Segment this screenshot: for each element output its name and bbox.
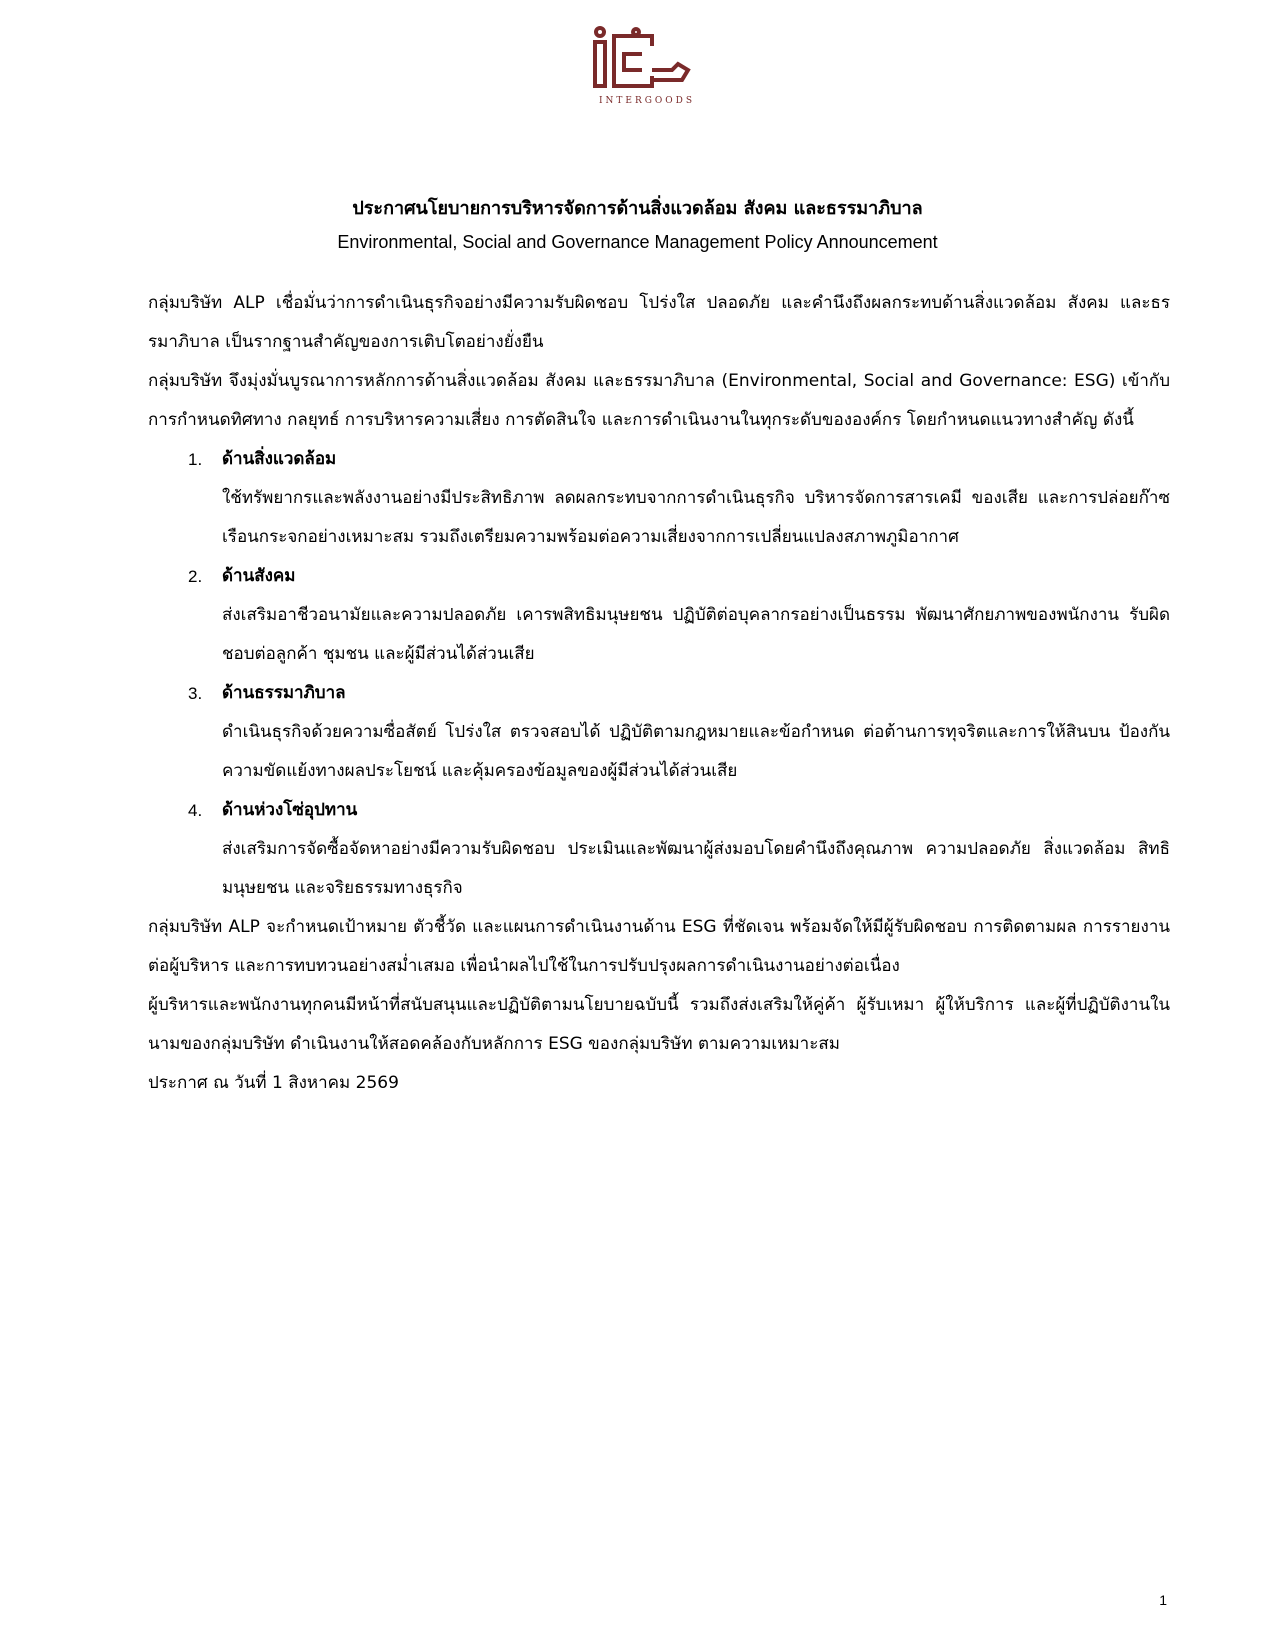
section-text: ส่งเสริมการจัดซื้อจัดหาอย่างมีความรับผิดชอบ ประเมินและพัฒนาผู้ส่งมอบโดยคำนึงถึงคุณภาพ ความปลอดภัย สิ่งแวดล้อม สิทธิมนุษยชน และจริยธรรมทางธุรกิจ: [222, 839, 1170, 898]
document-body: [148, 284, 1170, 1103]
title-thai: ประกาศนโยบายการบริหารจัดการด้านสิ่งแวดล้อม สังคม และธรรมาภิบาล: [352, 198, 923, 219]
logo-mark-icon: [592, 24, 702, 94]
section-number: 3.: [188, 684, 203, 703]
section-heading: ด้านสิ่งแวดล้อม: [222, 449, 337, 469]
section-heading: ด้านสังคม: [222, 566, 296, 586]
section-number: 2.: [188, 567, 203, 586]
logo-text: INTERGOODS: [598, 96, 696, 106]
company-logo: [592, 24, 702, 108]
closing-paragraph-1: กลุ่มบริษัท ALP จะกำหนดเป้าหมาย ตัวชี้วัด และแผนการดำเนินงานด้าน ESG ที่ชัดเจน พร้อมจัดให้มีผู้รับผิดชอบ การติดตามผล การรายงานต่อผู้บริหาร และการทบทวนอย่างสม่ำเสมอ เพื่อนำผลไปใช้ในการปรับปรุงผลการดำเนินงานอย่างต่อเนื่อง: [148, 917, 1170, 976]
section-supply-chain: [188, 791, 1170, 908]
section-text: ส่งเสริมอาชีวอนามัยและความปลอดภัย เคารพสิทธิมนุษยชน ปฏิบัติต่อบุคลากรอย่างเป็นธรรม พัฒนาศักยภาพของพนักงาน รับผิดชอบต่อลูกค้า ชุมชน และผู้มีส่วนได้ส่วนเสีย: [222, 605, 1170, 664]
intro-paragraph-2: กลุ่มบริษัท จึงมุ่งมั่นบูรณาการหลักการด้านสิ่งแวดล้อม สังคม และธรรมาภิบาล (Environmental, Social and Governance: ESG) เข้ากับการกำหนดทิศทาง กลยุทธ์ การบริหารความเสี่ยง การตัดสินใจ และการดำเนินงานในทุกระดับขององค์กร โดยกำหนดแนวทางสำคัญ ดังนี้: [148, 371, 1170, 430]
section-text: ใช้ทรัพยากรและพลังงานอย่างมีประสิทธิภาพ ลดผลกระทบจากการดำเนินธุรกิจ บริหารจัดการสารเคมี ของเสีย และการปล่อยก๊าซเรือนกระจกอย่างเหมาะสม รวมถึงเตรียมความพร้อมต่อความเสี่ยงจากการเปลี่ยนแปลงสภาพภูมิอากาศ: [222, 488, 1170, 547]
section-text: ดำเนินธุรกิจด้วยความซื่อสัตย์ โปร่งใส ตรวจสอบได้ ปฏิบัติตามกฎหมายและข้อกำหนด ต่อต้านการทุจริตและการให้สินบน ป้องกันความขัดแย้งทางผลประโยชน์ และคุ้มครองข้อมูลของผู้มีส่วนได้ส่วนเสีย: [222, 722, 1170, 781]
section-heading: ด้านห่วงโซ่อุปทาน: [222, 800, 358, 820]
section-heading: ด้านธรรมาภิบาล: [222, 683, 346, 703]
announcement-date: ประกาศ ณ วันที่ 1 สิงหาคม 2569: [148, 1073, 399, 1093]
page-number: 1: [1159, 1592, 1167, 1608]
section-environment: [188, 440, 1170, 557]
section-social: [188, 557, 1170, 674]
section-number: 1.: [188, 450, 203, 469]
section-number: 4.: [188, 801, 203, 820]
title-english: Environmental, Social and Governance Management Policy Announcement: [337, 232, 938, 252]
closing-paragraph-2: ผู้บริหารและพนักงานทุกคนมีหน้าที่สนับสนุนและปฏิบัติตามนโยบายฉบับนี้ รวมถึงส่งเสริมให้คู่ค้า ผู้รับเหมา ผู้ให้บริการ และผู้ที่ปฏิบัติงานในนามของกลุ่มบริษัท ดำเนินงานให้สอดคล้องกับหลักการ ESG ของกลุ่มบริษัท ตามความเหมาะสม: [148, 995, 1170, 1054]
intro-paragraph-1: กลุ่มบริษัท ALP เชื่อมั่นว่าการดำเนินธุรกิจอย่างมีความรับผิดชอบ โปร่งใส ปลอดภัย และคำนึงถึงผลกระทบด้านสิ่งแวดล้อม สังคม และธรรมาภิบาล เป็นรากฐานสำคัญของการเติบโตอย่างยั่งยืน: [148, 293, 1170, 352]
section-governance: [188, 674, 1170, 791]
